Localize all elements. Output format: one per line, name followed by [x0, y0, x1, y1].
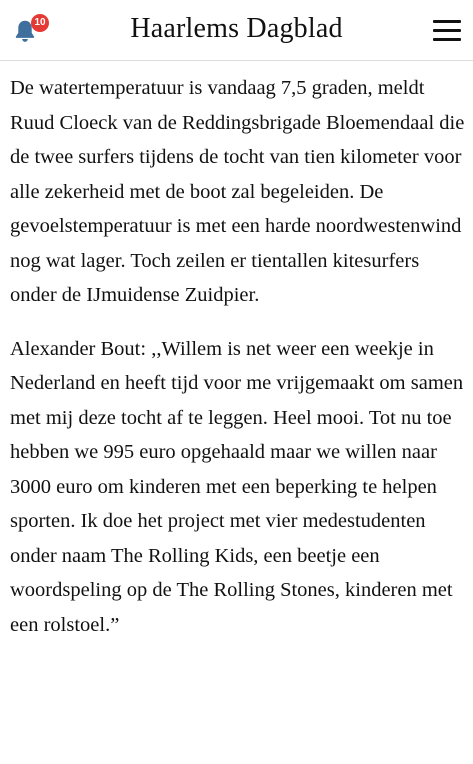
article-paragraph: De watertemperatuur is vandaag 7,5 graden, meldt Ruud Cloeck van de Reddingsbrigade Bloemendaal die de twee surfers tijdens de tocht van tien kilometer voor alle zekerheid met de boot zal begeleiden. De gevoelstemperatuur is met een harde noordwestenwind nog wat lager. Toch zeilen er tientallen kitesurfers onder de IJmuidense Zuidpier.: [10, 77, 465, 306]
hamburger-menu-icon[interactable]: [433, 18, 461, 44]
notification-count-badge: 10: [31, 14, 49, 32]
top-bar: [0, 0, 473, 61]
article-body: [10, 71, 468, 661]
brand-logo-title[interactable]: Haarlems Dagblad: [130, 13, 343, 44]
article-paragraph: Alexander Bout: ,,Willem is net weer een weekje in Nederland en heeft tijd voor me vrijgemaakt om samen met mij deze tocht af te leggen. Heel mooi. Tot nu toe hebben we 995 euro opgehaald maar we willen naar 3000 euro om kinderen met een beperking te helpen sporten. Ik doe het project met vier medestudenten onder naam The Rolling Kids, een beetje een woordspeling op de The Rolling Stones, kinderen met een rolstoel.”: [10, 337, 464, 636]
